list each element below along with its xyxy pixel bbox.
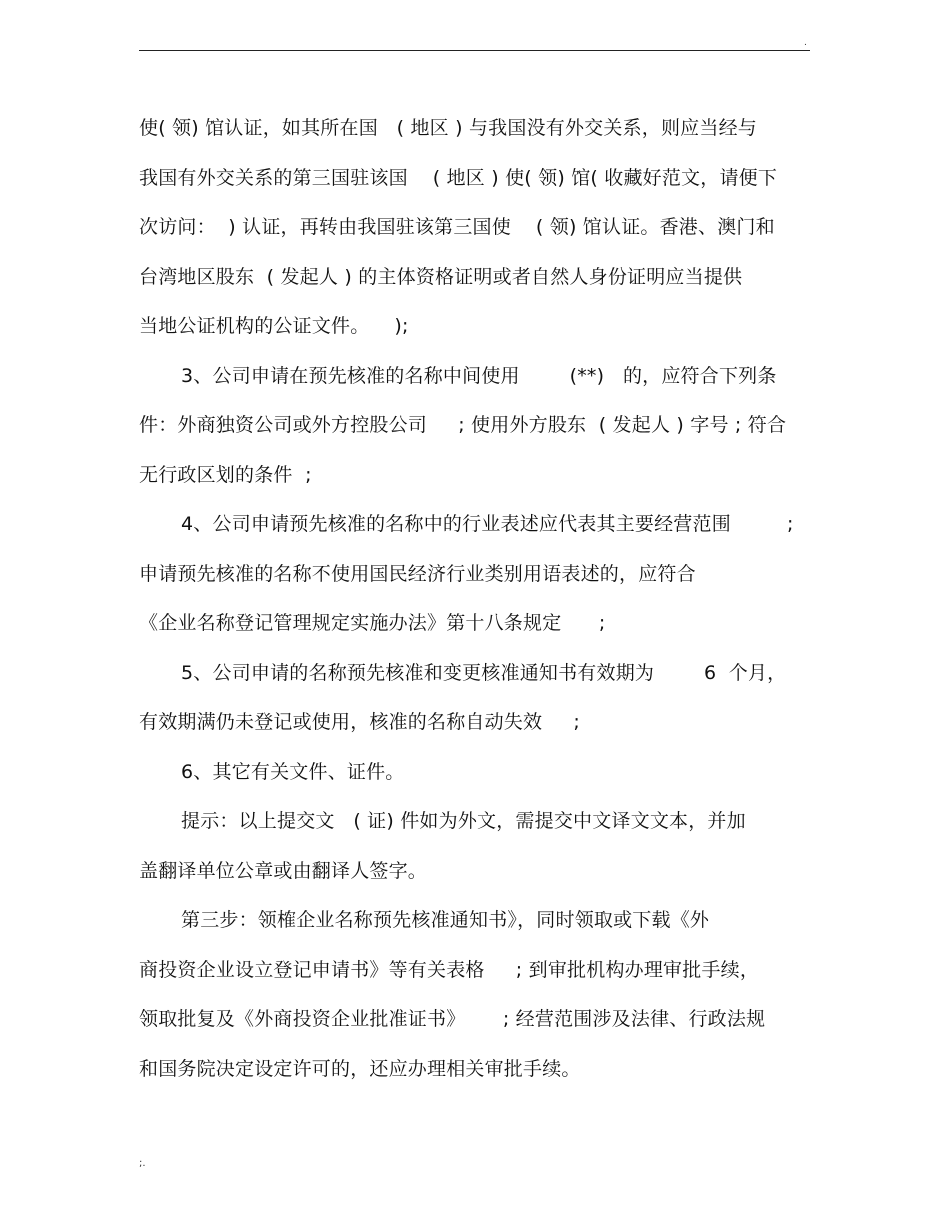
header-mark: . [804,38,807,48]
text-line: 6、其它有关文件、证件。 [181,760,405,783]
footer-mark: ;. [139,1158,146,1169]
text-line: 有效期满仍未登记或使用，核准的名称自动失效 ; [139,711,581,733]
text-line: 件：外商独资公司或外方控股公司 ; 使用外方股东 ( 发起人 ) 字号 ; 符合 [139,414,787,436]
text-line: 5、公司申请的名称预先核准和变更核准通知书有效期为 6 个月， [181,661,787,684]
header-rule [139,50,810,51]
text-line: 3、公司申请在预先核准的名称中间使用 (**) 的，应符合下列条 [181,364,777,387]
text-line: 盖翻译单位公章或由翻译人签字。 [139,859,428,882]
text-line: 《企业名称登记管理规定实施办法》第十八条规定 ; [139,612,606,634]
text-line: 我国有外交关系的第三国驻该国 ( 地区 ) 使( 领) 馆( 收藏好范文，请便下 [139,166,778,189]
text-line: 提示：以上提交文 ( 证) 件如为外文，需提交中文译文文本，并加 [181,810,746,832]
text-line: 和国务院决定设定许可的，还应办理相关审批手续。 [139,1057,581,1080]
text-line: 台湾地区股东 ( 发起人 ) 的主体资格证明或者自然人身份证明应当提供 [139,265,743,288]
document-body [139,104,829,1094]
text-line: 4、公司申请预先核准的名称中的行业表述应代表其主要经营范围 ; [181,513,794,535]
text-line: 次访问： ) 认证，再转由我国驻该第三国使 ( 领) 馆认证。香港、澳门和 [139,216,775,238]
text-line: 商投资企业设立登记申请书》等有关表格 ; 到审批机构办理审批手续， [139,958,760,981]
text-line: 申请预先核准的名称不使用国民经济行业类别用语表述的，应符合 [139,562,696,585]
text-line: 使( 领) 馆认证，如其所在国 ( 地区 ) 与我国没有外交关系，则应当经与 [139,117,757,139]
text-line: 无行政区划的条件 ; [139,463,312,486]
text-line: 领取批复及《外商投资企业批准证书》 ; 经营范围涉及法律、行政法规 [139,1008,766,1030]
text-line: 第三步：领榷企业名称预先核准通知书》，同时领取或下载《外 [181,909,710,931]
text-line: 当地公证机构的公证文件。 ); [139,315,409,337]
